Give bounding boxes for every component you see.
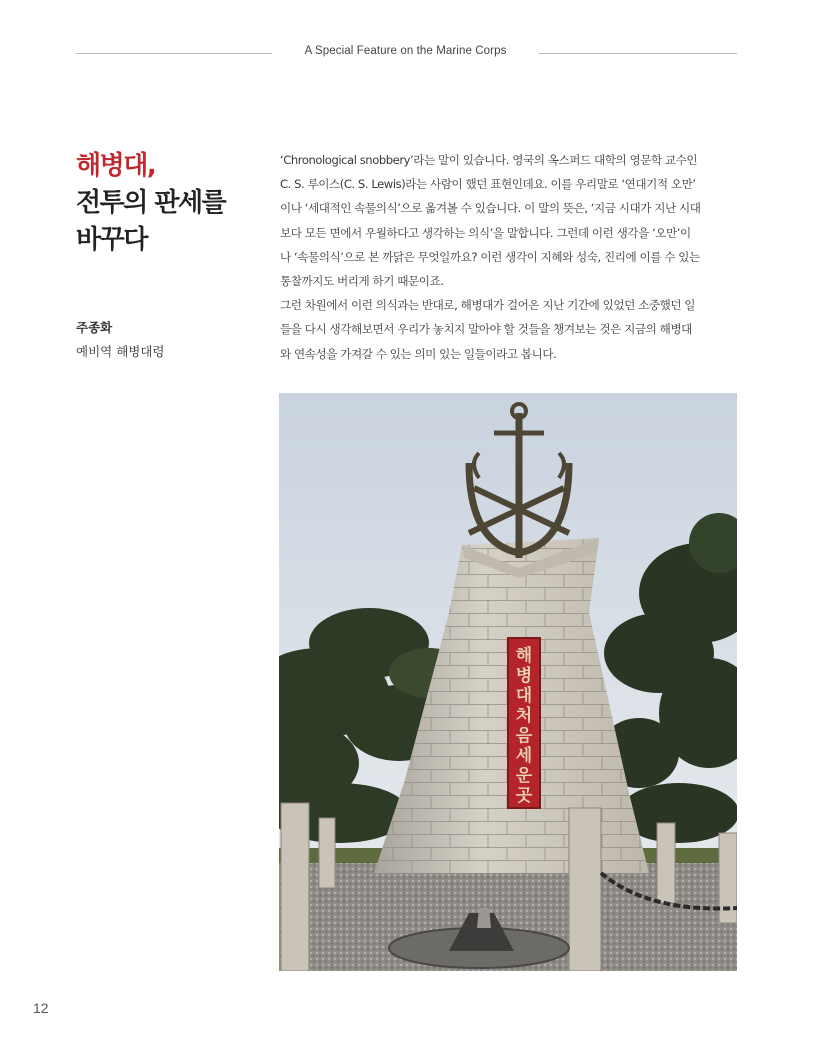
body-paragraph-2: 그런 차원에서 이런 의식과는 반대로, 해병대가 걸어온 지난 기간에 있었던 소중했던 일 들을 다시 생각해보면서 우리가 놓치지 말아야 할 것들을 챙겨보는 것은 지금의 해병대 와 연속성을 가져갈 수 있는 의미 있는 일들이라고 봅니다.	[280, 298, 696, 361]
title-line-3: 바꾸다	[76, 225, 147, 255]
title-line-1: 해병대,	[76, 151, 156, 181]
author-name: 주종화	[76, 320, 113, 335]
header-rule-left	[76, 53, 272, 54]
body-paragraph-1: ‘Chronological snobbery’라는 말이 있습니다. 영국의 옥스퍼드 대학의 영문학 교수인 C. S. 루이스(C. S. Lewis)라는 사람이 했던 표현인데요. 이를 우리말로 ‘연대기적 오만’ 이나 ‘세대적인 속물의식’으로 옮겨볼 수 있습니다. 이 말의 뜻은, ‘지금 시대가 지난 시대 보다 모든 면에서 우월하다고 생각하는 의식’을 말합니다. 그런데 이런 생각을 ‘오만’이 나 ‘속물의식’으로 본 까닭은 무엇일까요? 이런 생각이 지혜와 성숙, 진리에 이를 수 있는 통찰까지도 버리게 하기 때문이죠.	[280, 153, 701, 289]
article-title	[76, 148, 276, 259]
header-rule-right	[539, 53, 737, 54]
monument-photo	[279, 393, 737, 971]
author-role: 예비역 해병대령	[76, 344, 165, 359]
plaque-text: 해 병 대 처 음 세 운 곳	[515, 646, 533, 806]
article-body	[280, 148, 737, 366]
running-title: A Special Feature on the Marine Corps	[304, 45, 507, 57]
title-line-2: 전투의 판세를	[76, 188, 226, 218]
page-number: 12	[33, 1000, 49, 1016]
